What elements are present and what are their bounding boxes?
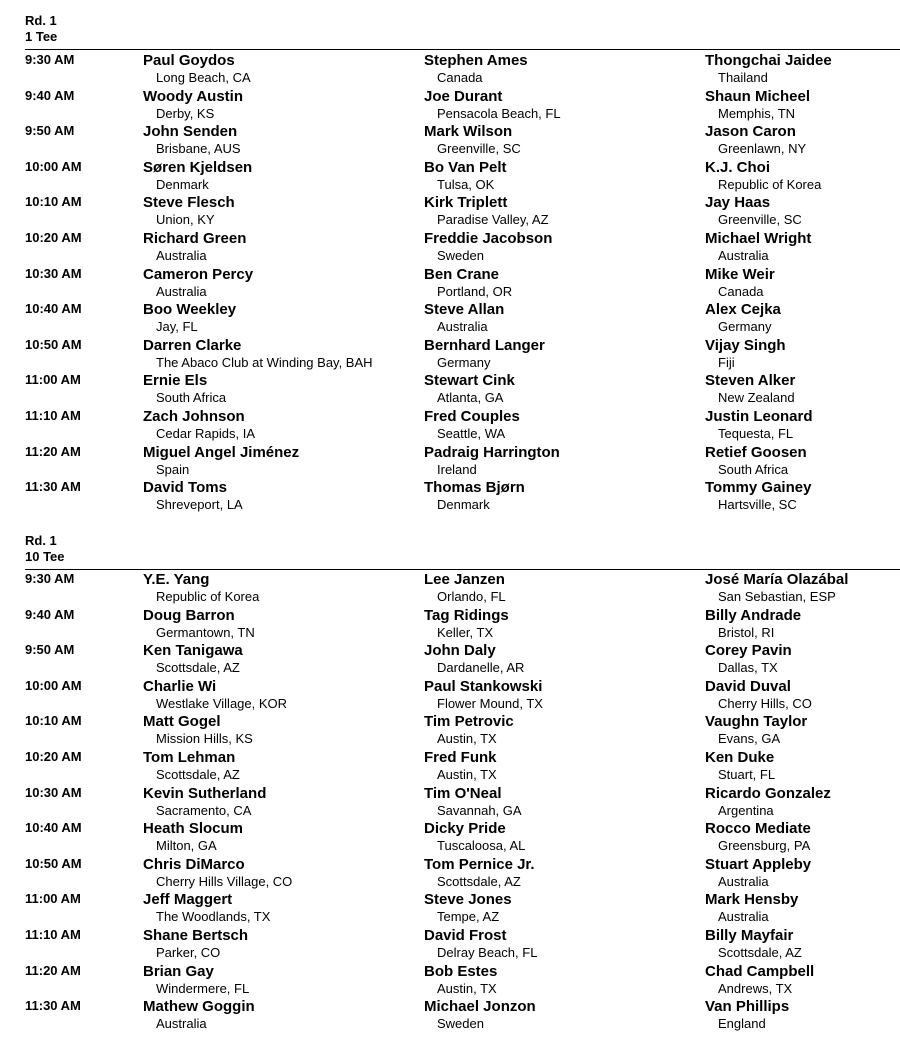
player-location: Sweden [437,248,484,263]
player-entry [705,123,900,157]
player-location: Scottsdale, AZ [437,873,521,889]
player-location: The Abaco Club at Winding Bay, BAH [156,354,373,370]
player-location: Republic of Korea [718,176,822,192]
player-entry [424,820,704,854]
player-entry [143,678,423,712]
player-location: Westlake Village, KOR [156,695,288,711]
player-location: Cedar Rapids, IA [156,426,255,441]
player-entry [424,230,704,264]
player-location: Dardanelle, AR [437,660,525,676]
tee-time: 10:30 AM [25,265,82,281]
player-name: Rocco Mediate [705,820,811,838]
player-entry [143,642,423,676]
player-entry [143,963,423,997]
table-row [0,891,900,927]
player-name: Charlie Wi [143,677,217,695]
player-name: Corey Pavin [705,642,792,660]
player-location: Atlanta, GA [437,390,504,406]
player-entry [705,372,900,406]
player-location: Denmark [156,176,209,192]
section-divider [25,569,900,570]
player-location: Canada [718,283,764,299]
player-entry [424,52,704,86]
table-row [0,479,900,515]
player-entry [705,891,900,925]
tee-label: 1 Tee [25,29,58,44]
player-location: Australia [718,873,769,889]
player-location: Paradise Valley, AZ [437,212,549,228]
player-name: Chris DiMarco [143,855,245,873]
tee-time: 9:40 AM [25,606,75,622]
player-location: Jay, FL [156,319,198,335]
player-entry [424,856,704,890]
player-entry [705,88,900,122]
player-entry [424,337,704,371]
player-name: Kevin Sutherland [143,784,267,802]
player-location: Fiji [718,354,735,370]
table-row [0,266,900,302]
player-location: Republic of Korea [156,589,260,604]
tee-time: 10:10 AM [25,194,82,210]
player-entry [143,444,423,478]
table-row [0,194,900,230]
player-location: Greenlawn, NY [718,141,807,157]
player-location: Portland, OR [437,283,513,299]
tee-time: 10:00 AM [25,158,82,174]
tee-time: 10:40 AM [25,301,82,317]
player-location: Australia [156,248,207,263]
table-row [0,642,900,678]
player-name: Van Phillips [705,998,790,1016]
player-name: Cameron Percy [143,265,254,283]
player-location: Austin, TX [437,980,497,996]
player-name: Freddie Jacobson [424,230,553,247]
player-name: Thomas Bjørn [424,479,525,497]
player-entry [424,571,704,605]
player-location: Germany [718,319,772,335]
player-name: Joe Durant [424,87,503,105]
player-name: Heath Slocum [143,820,244,838]
player-entry [424,642,704,676]
player-entry [705,820,900,854]
table-row [0,372,900,408]
tee-time: 9:30 AM [25,52,75,67]
player-name: Ben Crane [424,265,500,283]
player-name: Bernhard Langer [424,336,545,354]
tee-time: 10:50 AM [25,855,82,871]
player-name: Ken Duke [705,749,775,766]
table-row [0,123,900,159]
player-entry [424,301,704,335]
player-name: K.J. Choi [705,158,771,176]
player-location: Hartsville, SC [718,497,797,513]
player-name: Darren Clarke [143,336,242,354]
player-entry [705,963,900,997]
player-location: England [718,1016,766,1032]
player-location: Austin, TX [437,731,497,747]
player-name: Jeff Maggert [143,891,233,909]
player-entry [424,372,704,406]
player-entry [705,571,900,605]
player-entry [424,749,704,783]
player-entry [143,571,423,605]
player-location: Windermere, FL [156,980,250,996]
player-name: Fred Couples [424,408,520,425]
player-entry [705,159,900,193]
player-location: Tulsa, OK [437,176,495,192]
table-row [0,88,900,124]
tee-label: 10 Tee [25,549,65,564]
player-name: Zach Johnson [143,408,245,425]
player-location: South Africa [718,461,789,477]
player-location: Seattle, WA [437,426,506,441]
player-location: Andrews, TX [718,980,793,996]
player-location: Canada [437,70,483,85]
player-location: Mission Hills, KS [156,731,253,747]
player-entry [143,337,423,371]
player-location: Tuscaloosa, AL [437,838,526,854]
tee-time: 11:30 AM [25,479,81,495]
player-entry [705,301,900,335]
player-entry [424,444,704,478]
player-location: Brisbane, AUS [156,141,241,157]
player-entry [143,891,423,925]
table-row [0,713,900,749]
player-name: Fred Funk [424,749,497,766]
player-name: Kirk Triplett [424,194,508,212]
tee-time: 9:50 AM [25,642,75,658]
player-name: Ricardo Gonzalez [705,784,831,802]
player-name: Mark Wilson [424,123,513,141]
player-location: Australia [718,248,769,263]
player-name: Steve Allan [424,301,505,319]
table-row [0,856,900,892]
player-entry [424,159,704,193]
player-name: Tag Ridings [424,606,509,624]
player-location: Flower Mound, TX [437,695,543,711]
player-location: Memphis, TN [718,105,796,121]
table-row [0,749,900,785]
player-location: Greenville, SC [718,212,802,228]
player-entry [143,749,423,783]
player-name: Chad Campbell [705,962,815,980]
player-name: Tommy Gainey [705,479,812,497]
player-entry [143,194,423,228]
round-label: Rd. 1 [25,13,57,28]
player-entry [424,88,704,122]
player-location: Scottsdale, AZ [156,767,240,782]
tee-time: 11:30 AM [25,998,81,1014]
player-name: Retief Goosen [705,443,807,461]
player-location: Stuart, FL [718,767,776,782]
section-header [25,533,65,565]
player-location: Delray Beach, FL [437,945,538,960]
tee-time: 11:10 AM [25,927,81,942]
player-name: John Senden [143,123,238,141]
player-entry [143,607,423,641]
player-entry [705,194,900,228]
player-name: Padraig Harrington [424,443,560,461]
tee-time: 10:20 AM [25,230,82,245]
table-row [0,678,900,714]
player-name: Shane Bertsch [143,927,249,944]
player-entry [705,749,900,783]
player-entry [143,998,423,1032]
player-name: Ernie Els [143,372,208,390]
tee-time: 11:00 AM [25,372,81,388]
player-entry [143,785,423,819]
player-location: Ireland [437,461,477,477]
player-name: Søren Kjeldsen [143,158,253,176]
table-row [0,444,900,480]
player-location: Milton, GA [156,838,217,854]
player-name: Richard Green [143,230,247,247]
player-location: Cherry Hills Village, CO [156,873,293,889]
table-row [0,963,900,999]
table-row [0,52,900,88]
player-location: South Africa [156,390,227,406]
tee-time: 11:20 AM [25,962,81,978]
player-entry [705,52,900,86]
player-location: Germany [437,354,491,370]
player-location: Cherry Hills, CO [718,695,812,711]
player-name: Tom Pernice Jr. [424,855,535,873]
player-location: Austin, TX [437,767,497,782]
player-location: Parker, CO [156,945,221,960]
player-location: Germantown, TN [156,624,255,640]
player-entry [424,479,704,513]
player-name: Shaun Micheel [705,87,811,105]
player-name: Alex Cejka [705,301,781,319]
player-location: Sweden [437,1016,484,1032]
player-name: Bo Van Pelt [424,158,507,176]
player-entry [424,194,704,228]
tee-time: 9:40 AM [25,87,75,103]
round-label: Rd. 1 [25,533,57,548]
player-entry [705,713,900,747]
player-entry [705,998,900,1032]
tee-time: 11:10 AM [25,408,81,423]
tee-time: 10:30 AM [25,784,82,800]
player-entry [705,479,900,513]
player-location: New Zealand [718,390,795,406]
player-entry [424,713,704,747]
player-location: Australia [718,909,769,925]
player-name: David Toms [143,479,227,497]
player-name: John Daly [424,642,496,660]
player-entry [705,444,900,478]
player-entry [143,372,423,406]
player-entry [143,230,423,264]
player-name: Thongchai Jaidee [705,52,832,69]
table-row [0,998,900,1034]
player-name: Mathew Goggin [143,998,255,1016]
player-entry [705,337,900,371]
player-name: Matt Gogel [143,713,221,731]
player-name: Steve Flesch [143,194,235,212]
player-entry [424,785,704,819]
player-name: Tim Petrovic [424,713,514,731]
table-row [0,571,900,607]
player-entry [705,927,900,961]
tee-time: 10:20 AM [25,749,82,764]
player-entry [424,891,704,925]
section-divider [25,49,900,50]
player-entry [143,856,423,890]
table-row [0,301,900,337]
player-location: Greensburg, PA [718,838,811,854]
player-name: Jason Caron [705,123,796,141]
player-name: Jay Haas [705,194,771,212]
tee-time: 11:20 AM [25,443,81,459]
player-entry [143,301,423,335]
player-name: Stewart Cink [424,372,515,390]
player-entry [143,266,423,300]
player-entry [705,408,900,442]
player-name: Lee Janzen [424,571,505,588]
player-entry [143,479,423,513]
player-location: Bristol, RI [718,624,775,640]
section-header [25,13,57,45]
player-location: Evans, GA [718,731,781,747]
player-name: Woody Austin [143,87,243,105]
player-name: Vijay Singh [705,336,786,354]
table-row [0,785,900,821]
player-entry [424,123,704,157]
player-name: David Duval [705,677,791,695]
tee-time: 10:40 AM [25,820,82,836]
player-entry [705,266,900,300]
player-name: Boo Weekley [143,301,237,319]
player-entry [424,266,704,300]
player-name: Doug Barron [143,606,235,624]
table-row [0,159,900,195]
player-name: Mark Hensby [705,891,799,909]
player-entry [424,408,704,442]
player-entry [705,607,900,641]
player-location: Spain [156,461,190,477]
player-location: Scottsdale, AZ [718,945,802,960]
player-name: Tom Lehman [143,749,236,766]
table-row [0,230,900,266]
player-entry [705,785,900,819]
table-row [0,820,900,856]
player-name: José María Olazábal [705,571,849,588]
player-location: Scottsdale, AZ [156,660,240,676]
player-name: Steve Jones [424,891,512,909]
player-entry [705,678,900,712]
player-entry [424,998,704,1032]
table-row [0,408,900,444]
player-location: Australia [437,319,488,335]
player-name: Vaughn Taylor [705,713,808,731]
player-entry [143,123,423,157]
player-location: The Woodlands, TX [156,909,271,925]
player-location: San Sebastian, ESP [718,589,836,604]
player-name: Paul Goydos [143,52,235,69]
player-location: Australia [156,1016,207,1032]
player-location: Shreveport, LA [156,497,243,513]
player-entry [143,88,423,122]
player-name: Ken Tanigawa [143,642,243,660]
player-name: Steven Alker [705,372,796,390]
player-entry [143,927,423,961]
tee-time: 10:50 AM [25,336,82,352]
player-name: Bob Estes [424,962,498,980]
player-name: Billy Andrade [705,606,802,624]
player-name: Dicky Pride [424,820,506,838]
player-entry [424,678,704,712]
tee-time: 10:00 AM [25,677,82,693]
player-name: Brian Gay [143,962,214,980]
player-entry [424,927,704,961]
player-name: Y.E. Yang [143,571,210,588]
player-name: David Frost [424,927,507,944]
player-name: Mike Weir [705,265,775,283]
player-name: Paul Stankowski [424,677,543,695]
player-name: Michael Jonzon [424,998,536,1016]
player-location: Savannah, GA [437,802,522,818]
player-location: Derby, KS [156,105,215,121]
tee-time: 9:30 AM [25,571,75,586]
player-entry [424,607,704,641]
player-name: Michael Wright [705,230,812,247]
player-location: Tempe, AZ [437,909,500,925]
player-location: Keller, TX [437,624,494,640]
player-name: Justin Leonard [705,408,813,425]
player-entry [705,230,900,264]
player-location: Greenville, SC [437,141,521,157]
player-entry [143,713,423,747]
player-entry [143,820,423,854]
player-location: Denmark [437,497,490,513]
player-entry [143,159,423,193]
player-entry [705,642,900,676]
player-location: Long Beach, CA [156,70,251,85]
tee-time: 10:10 AM [25,713,82,729]
player-location: Tequesta, FL [718,426,794,441]
table-row [0,927,900,963]
player-entry [705,856,900,890]
player-name: Miguel Angel Jiménez [143,443,300,461]
player-name: Tim O'Neal [424,784,502,802]
player-entry [143,408,423,442]
table-row [0,607,900,643]
tee-time: 9:50 AM [25,123,75,139]
player-entry [143,52,423,86]
player-name: Billy Mayfair [705,927,794,944]
player-location: Sacramento, CA [156,802,252,818]
player-name: Stephen Ames [424,52,528,69]
player-location: Dallas, TX [718,660,778,676]
tee-time: 11:00 AM [25,891,81,907]
table-row [0,337,900,373]
player-location: Australia [156,283,207,299]
player-location: Orlando, FL [437,589,506,604]
player-location: Pensacola Beach, FL [437,105,561,121]
player-name: Stuart Appleby [705,855,812,873]
player-location: Argentina [718,802,774,818]
player-location: Union, KY [156,212,215,228]
player-entry [424,963,704,997]
player-location: Thailand [718,70,768,85]
